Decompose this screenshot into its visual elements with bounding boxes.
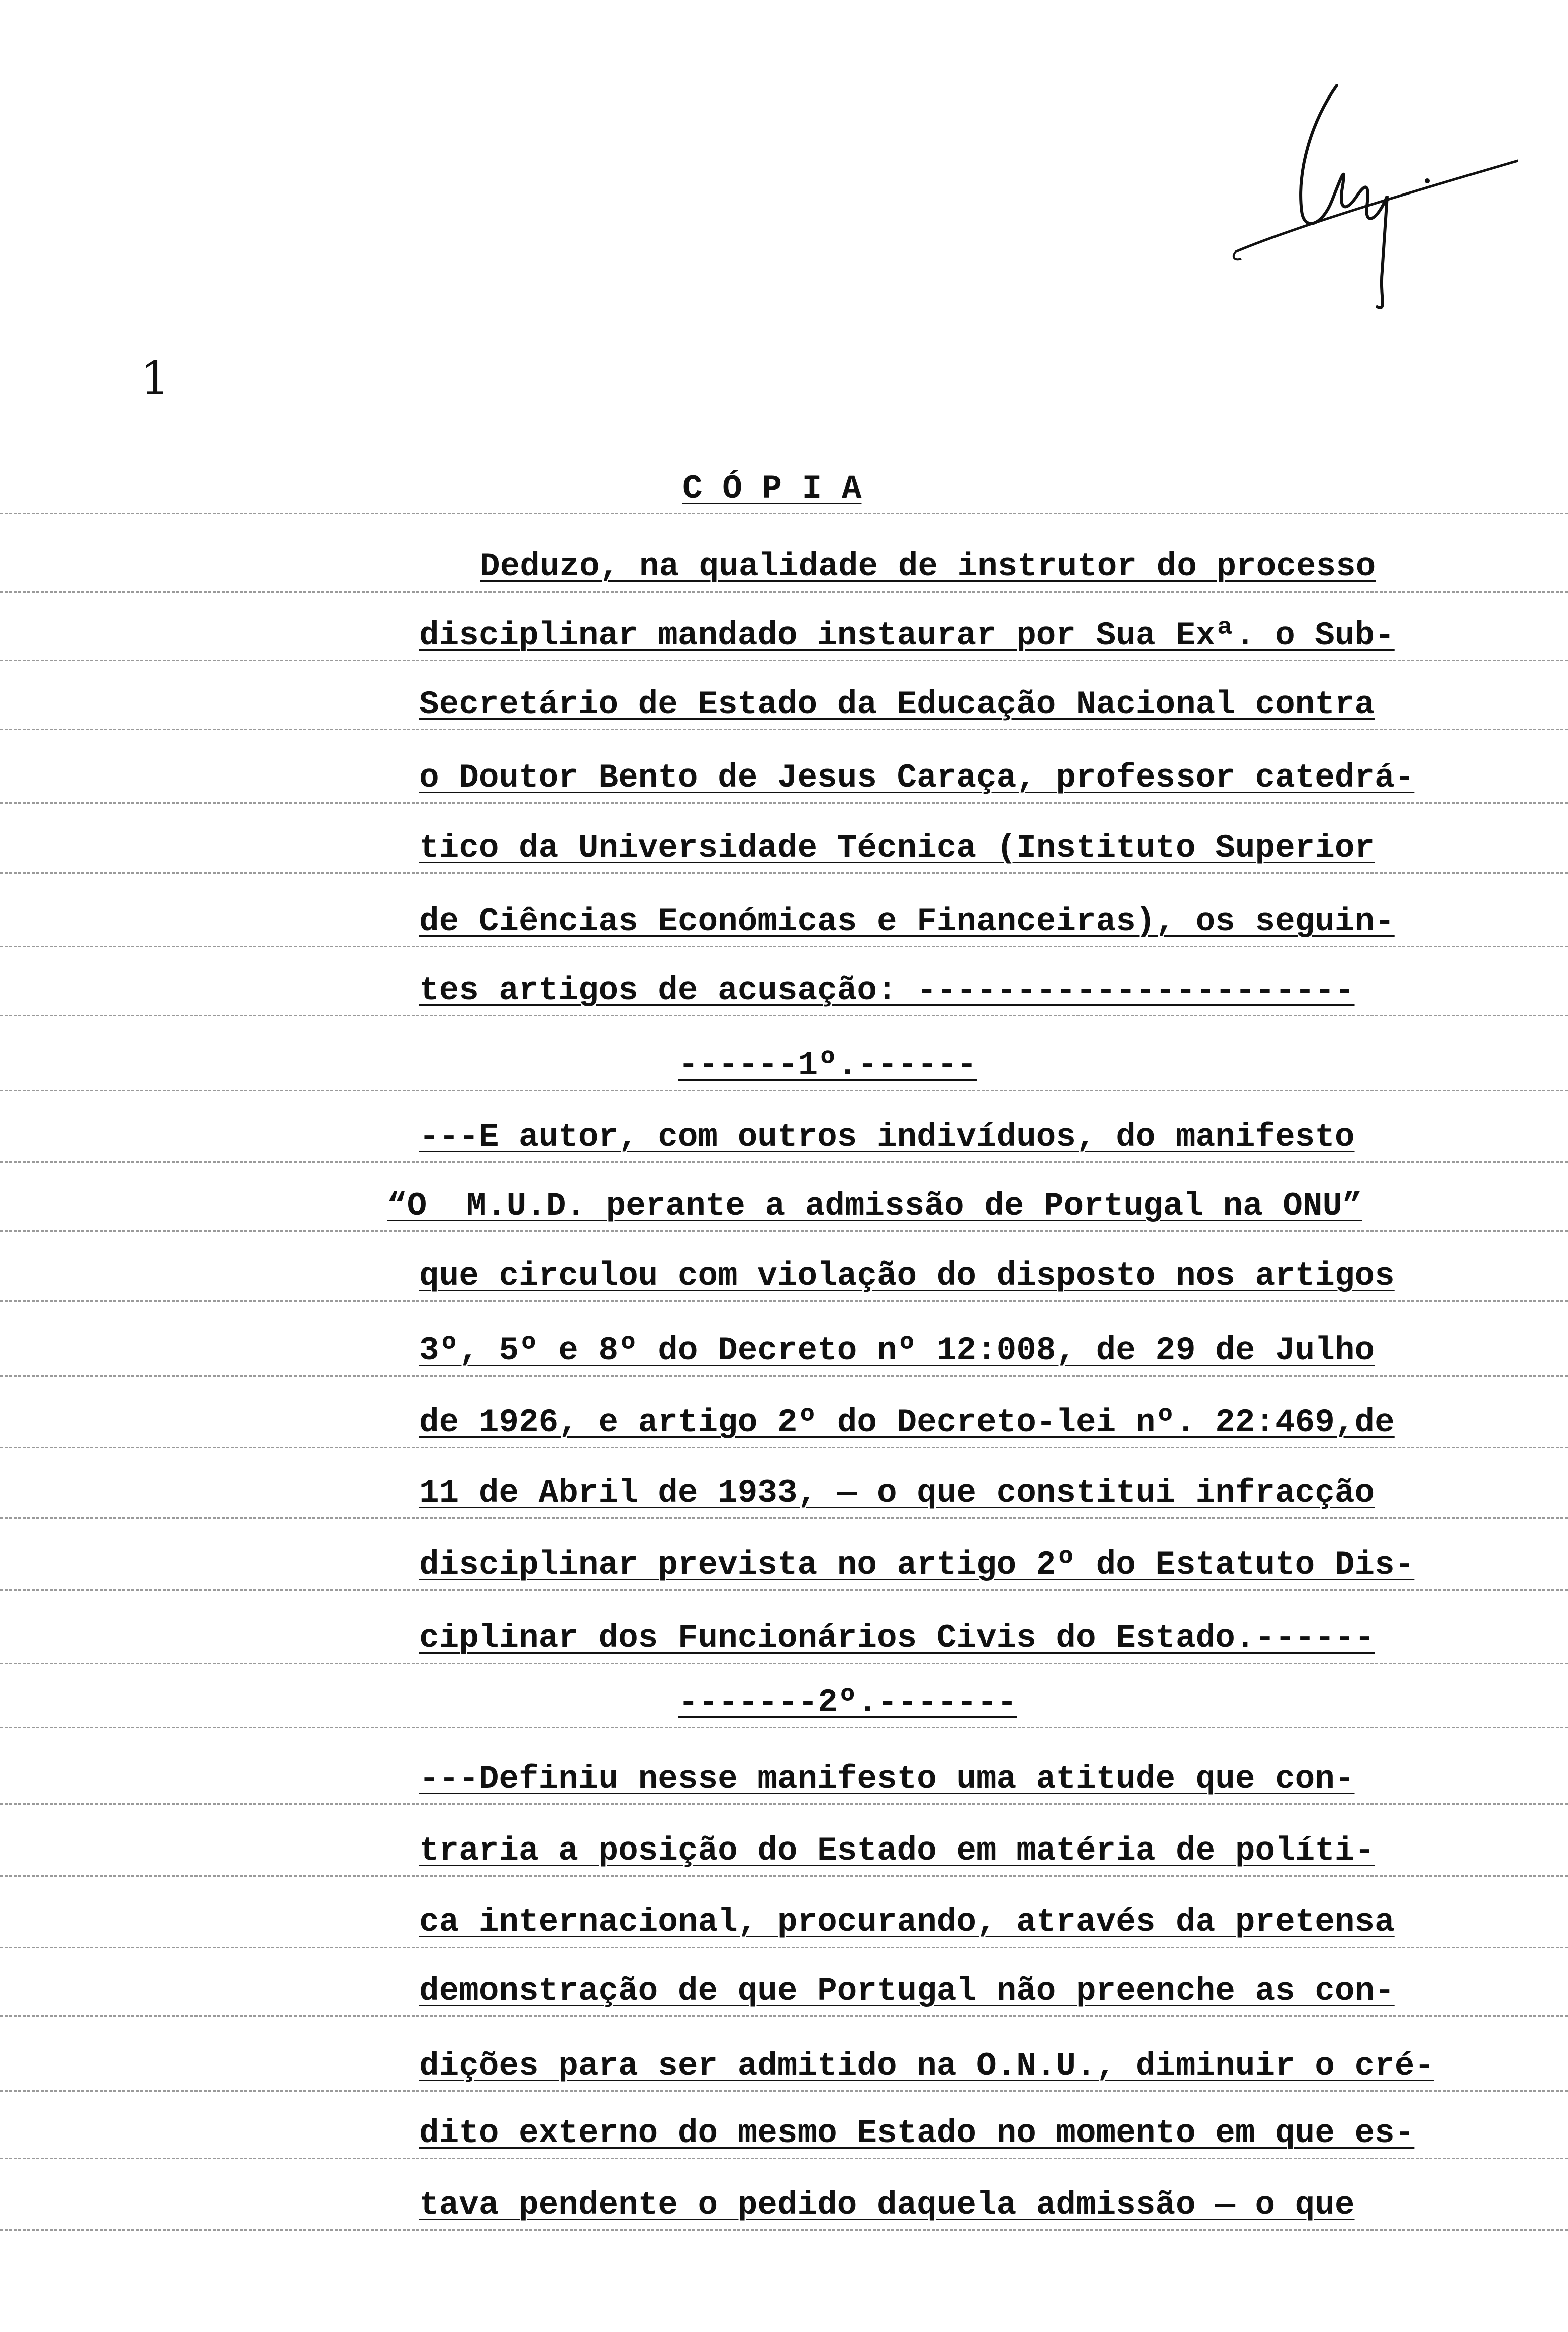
document-heading: C Ó P I A	[682, 470, 862, 508]
text-line: de 1926, e artigo 2º do Decreto-lei nº. 22:469,de	[419, 1404, 1395, 1441]
text-line: Secretário de Estado da Educação Nacional contra	[419, 686, 1375, 723]
text-line: dições para ser admitido na O.N.U., diminuir o cré-	[419, 2047, 1434, 2085]
ruled-line	[0, 1447, 1568, 1448]
text-line: ciplinar dos Funcionários Civis do Estado.------	[419, 1619, 1375, 1657]
text-line: ca internacional, procurando, através da pretensa	[419, 1903, 1395, 1941]
ruled-line	[0, 1517, 1568, 1519]
text-line: “O M.U.D. perante a admissão de Portugal na ONU”	[387, 1187, 1362, 1225]
text-line: dito externo do mesmo Estado no momento em que es-	[419, 2114, 1415, 2152]
ruled-line	[0, 1161, 1568, 1163]
text-line: Deduzo, na qualidade de instrutor do processo	[480, 548, 1376, 586]
ruled-line	[0, 729, 1568, 730]
ruled-line	[0, 591, 1568, 593]
ruled-line	[0, 2158, 1568, 2159]
ruled-line	[0, 1727, 1568, 1728]
ruled-line	[0, 1663, 1568, 1664]
text-line: tico da Universidade Técnica (Instituto Superior	[419, 829, 1375, 867]
text-line: tava pendente o pedido daquela admissão — o que	[419, 2186, 1355, 2224]
ruled-line	[0, 2015, 1568, 2017]
ruled-line	[0, 946, 1568, 947]
margin-mark: 1	[141, 352, 170, 405]
text-line: tes artigos de acusação: ----------------------	[419, 971, 1355, 1009]
ruled-line	[0, 1947, 1568, 1948]
ruled-line	[0, 872, 1568, 874]
ruled-line	[0, 1015, 1568, 1016]
handwritten-signature	[1196, 60, 1518, 322]
text-line: ---E autor, com outros indivíduos, do manifesto	[419, 1118, 1355, 1156]
text-line: ---Definiu nesse manifesto uma atitude que con-	[419, 1760, 1355, 1798]
ruled-line	[0, 1589, 1568, 1591]
ruled-line	[0, 513, 1568, 514]
ruled-line	[0, 660, 1568, 661]
text-line: o Doutor Bento de Jesus Caraça, professor catedrá-	[419, 759, 1415, 797]
text-line: 3º, 5º e 8º do Decreto nº 12:008, de 29 de Julho	[419, 1332, 1375, 1370]
ruled-line	[0, 1875, 1568, 1877]
text-line: demonstração de que Portugal não preenche as con-	[419, 1972, 1395, 2010]
text-line: que circulou com violação do disposto nos artigos	[419, 1257, 1395, 1295]
ruled-line	[0, 802, 1568, 804]
ruled-line	[0, 1090, 1568, 1091]
text-line: de Ciências Económicas e Financeiras), os seguin-	[419, 903, 1395, 940]
text-line: disciplinar prevista no artigo 2º do Estatuto Dis-	[419, 1546, 1415, 1584]
text-line: 11 de Abril de 1933, — o que constitui infracção	[419, 1474, 1375, 1512]
ruled-line	[0, 1300, 1568, 1302]
ruled-line	[0, 1803, 1568, 1805]
article-number: -------2º.-------	[678, 1684, 1017, 1721]
ruled-line	[0, 1230, 1568, 1232]
ruled-line	[0, 2229, 1568, 2231]
text-line: disciplinar mandado instaurar por Sua Exª. o Sub-	[419, 617, 1395, 654]
text-line: traria a posição do Estado em matéria de políti-	[419, 1832, 1375, 1870]
ruled-line	[0, 1375, 1568, 1377]
article-number: ------1º.------	[678, 1046, 977, 1084]
ruled-line	[0, 2090, 1568, 2092]
